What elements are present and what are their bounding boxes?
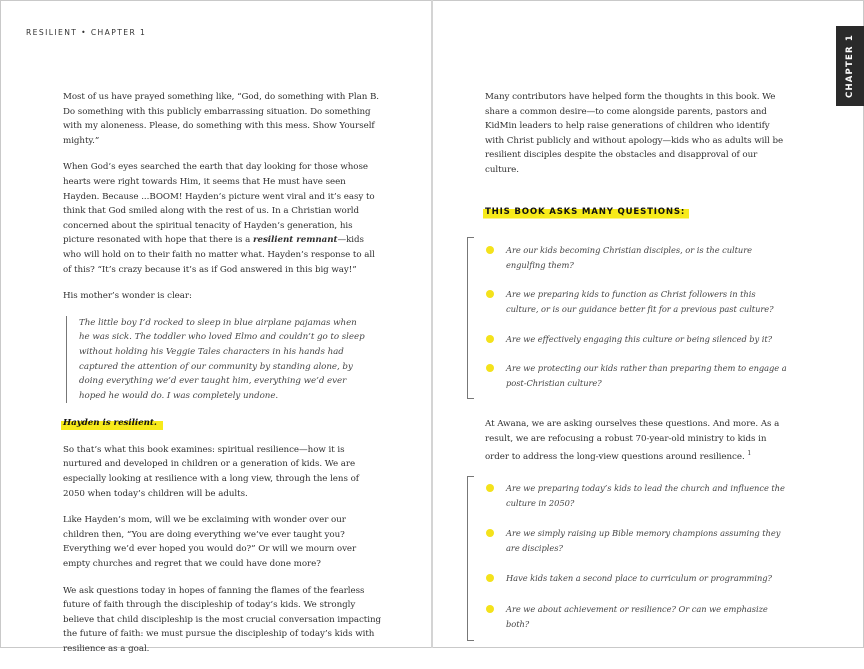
paragraph: Many contributors have helped form the thoughts in this book. We share a common desire—to come alongside parents, pastors and KidMin leaders to help raise generations of children who identify with Christ publicly and without apology—kids who as adults will be resilient disciples despite the obstacles and disapproval of our culture.: [485, 92, 784, 175]
question-item: [486, 332, 790, 347]
section-heading: THIS BOOK ASKS MANY QUESTIONS:: [483, 205, 689, 220]
paragraph: [63, 160, 383, 277]
chapter-tab: [836, 26, 864, 106]
paragraph: We ask questions today in hopes of fanning the flames of the fearless future of faith through the discipleship of today’s kids. We strongly believe that child discipleship is the most crucial conversation impacting the future of faith: we must pursue the discipleship of today’s kids with resilience as a goal.: [63, 585, 382, 654]
question-text: Are our kids becoming Christian disciples, or is the culture engulfing them?: [506, 245, 752, 270]
bullet-dot-icon: [486, 574, 494, 582]
question-text: Are we protecting our kids rather than preparing them to engage a post-Christian culture?: [506, 363, 787, 388]
left-text-column: [63, 90, 383, 669]
running-head: RESILIENT • CHAPTER 1: [26, 28, 147, 37]
paragraph-text: At Awana, we are asking ourselves these questions. And more. As a result, we are refocusing a robust 70-year-old ministry to kids in order to address the long-view questions around resilience.: [485, 419, 780, 462]
paragraph: Most of us have prayed something like, “God, do something with Plan B. Do something with this publicly embarrassing situation. Do something with my aloneness. Please, do something with this mess. Show Yourself mighty.”: [63, 92, 380, 146]
paragraph: [485, 417, 790, 464]
question-text: Are we preparing kids to function as Christ followers in this culture, or is our guidance better fit for a previous past culture?: [506, 289, 774, 314]
question-text: Are we effectively engaging this culture or being silenced by it?: [506, 333, 773, 344]
paragraph: So that’s what this book examines: spiritual resilience—how it is nurtured and developed in children or a generation of kids. We are especially looking at resilience with a long view, through the lens of 2050 when today’s children will be adults.: [63, 444, 359, 499]
question-text: Are we simply raising up Bible memory champions assuming they are disciples?: [506, 528, 781, 553]
question-item: [486, 287, 790, 316]
question-text: Have kids taken a second place to curriculum or programming?: [506, 573, 772, 584]
paragraph: Like Hayden’s mom, will we be exclaiming with wonder over our children then, “You are doing everything we’ve ever taught you? Everything we’d ever hoped you would do?” Or will we mourn over empty churches and regret that we could have done more?: [63, 515, 357, 570]
emphasis-text: resilient remnant: [252, 235, 338, 246]
chapter-tab-label: CHAPTER 1: [845, 34, 856, 98]
bullet-dot-icon: [486, 290, 494, 298]
highlighted-text: Hayden is resilient.: [61, 416, 163, 431]
question-text: Are we about achievement or resilience? Or can we emphasize both?: [506, 603, 768, 629]
bullet-dot-icon: [486, 335, 494, 343]
question-item: [486, 602, 790, 631]
paragraph-text: —kids who will hold on to their faith no matter what. Hayden’s response to all of this? “It’s crazy because it’s as if God answered in this big way!”: [63, 235, 375, 275]
paragraph: His mother’s wonder is clear:: [63, 291, 192, 302]
question-item: [486, 571, 790, 586]
paragraph-text: When God’s eyes searched the earth that day looking for those whose hearts were right towards Him, it seems that He must have seen Hayden. Because ...BOOM! Hayden’s picture went viral and it’s easy to think that God smiled along with the rest of us. In a Christian world concerned about the spiritual tenacity of Hayden’s generation, his picture resonated with hope that there is a: [63, 162, 375, 246]
highlight-line: [63, 416, 383, 431]
right-text-column: [485, 90, 790, 641]
question-item: [486, 481, 790, 510]
bullet-dot-icon: [486, 529, 494, 537]
question-item: [486, 526, 790, 555]
left-page: [0, 0, 431, 654]
question-item: [486, 243, 790, 272]
bullet-dot-icon: [486, 484, 494, 492]
bullet-dot-icon: [486, 364, 494, 372]
question-item: [486, 361, 790, 390]
bullet-dot-icon: [486, 246, 494, 254]
block-quote: The little boy I’d rocked to sleep in blue airplane pajamas when he was sick. The toddler who loved Elmo and couldn’t go to sleep without holding his Veggie Tales characters in his hands had captured the attention of our community by standing alone, by doing everything we’d ever taught him, everything we’d ever hoped he would do. I was completely undone.: [66, 316, 368, 404]
question-list: [467, 476, 790, 641]
footnote-ref: 1: [747, 449, 752, 457]
right-page: [433, 0, 864, 648]
question-text: Are we preparing today’s kids to lead the church and influence the culture in 2050?: [506, 482, 785, 508]
question-list: [467, 237, 790, 399]
bullet-dot-icon: [486, 605, 494, 613]
